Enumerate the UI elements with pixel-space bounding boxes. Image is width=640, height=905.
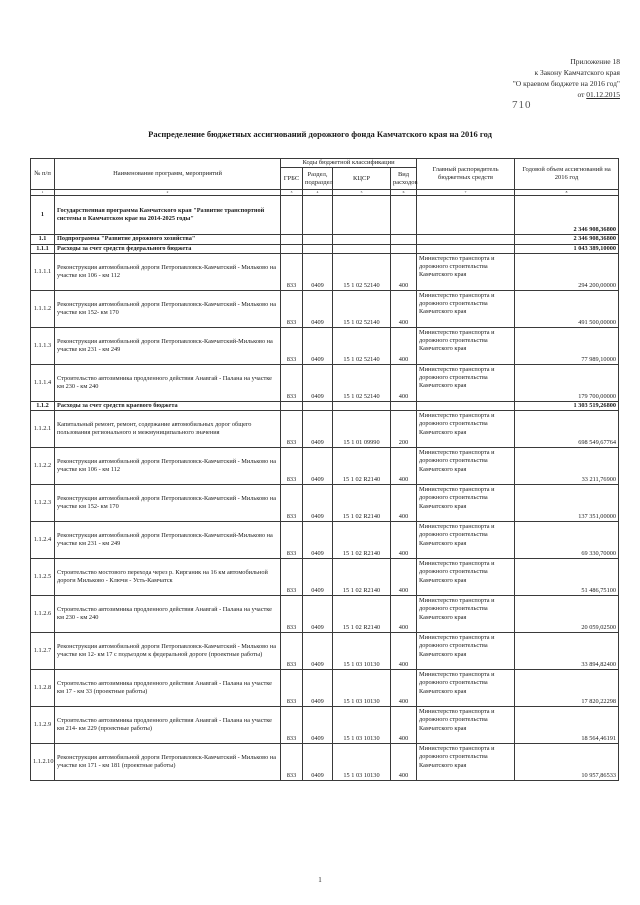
row-amount: 1 303 519,26800	[515, 401, 619, 410]
row-name: Капитальный ремонт, ремонт, содержание автомобильных дорог общего пользования регионального и межмуниципального значения	[55, 411, 281, 448]
row-name: Реконструкция автомобильной дороги Петропавловск-Камчатский-Мильково на участке км 231 - км 249	[55, 327, 281, 364]
column-index: 3	[281, 190, 303, 196]
row-number: 1.1.2.1	[31, 411, 55, 448]
law-number: 710	[512, 99, 532, 111]
header-num: № п/п	[31, 159, 55, 190]
row-number: 1.1.2.5	[31, 559, 55, 596]
row-razdel: 0409	[303, 522, 333, 559]
row-amount: 1 043 389,10000	[515, 244, 619, 253]
row-vid: 400	[391, 559, 417, 596]
row-kcsr: 15 1 02 52140	[333, 364, 391, 401]
row-number: 1.1.2.7	[31, 633, 55, 670]
header-amount: Годовой объем ассигнований на 2016 год	[515, 159, 619, 190]
row-amount: 18 564,46191	[515, 707, 619, 744]
row-amount: 698 549,67764	[515, 411, 619, 448]
row-grbs: 833	[281, 411, 303, 448]
document-title: Распределение бюджетных ассигнований дорожного фонда Камчатского края на 2016 год	[148, 129, 492, 139]
table-row	[31, 559, 619, 596]
page-number: 1	[318, 876, 322, 884]
row-amount: 179 700,00000	[515, 364, 619, 401]
table-row	[31, 411, 619, 448]
row-manager: Министерство транспорта и дорожного строительства Камчатского края	[417, 744, 515, 781]
row-kcsr	[333, 244, 391, 253]
row-name: Подпрограмма "Развитие дорожного хозяйства"	[55, 235, 281, 244]
row-razdel: 0409	[303, 707, 333, 744]
table-row	[31, 253, 619, 290]
row-grbs: 833	[281, 253, 303, 290]
row-manager: Министерство транспорта и дорожного строительства Камчатского края	[417, 485, 515, 522]
row-name: Реконструкция автомобильной дороги Петропавловск-Камчатский - Мильково на участке км 152- км 170	[55, 485, 281, 522]
row-vid: 400	[391, 707, 417, 744]
row-name: Реконструкция автомобильной дороги Петропавловск-Камчатский-Мильково на участке км 231 - км 249	[55, 522, 281, 559]
row-manager	[417, 244, 515, 253]
row-vid: 400	[391, 744, 417, 781]
row-manager: Министерство транспорта и дорожного строительства Камчатского края	[417, 596, 515, 633]
row-kcsr: 15 1 02 R2140	[333, 522, 391, 559]
table-row	[31, 596, 619, 633]
table-row-program	[31, 196, 619, 235]
row-manager: Министерство транспорта и дорожного строительства Камчатского края	[417, 633, 515, 670]
row-kcsr: 15 1 02 R2140	[333, 485, 391, 522]
law-reference: к Закону Камчатского края	[534, 68, 620, 77]
row-manager: Министерство транспорта и дорожного строительства Камчатского края	[417, 364, 515, 401]
row-number: 1.1.2.2	[31, 448, 55, 485]
row-grbs	[281, 401, 303, 410]
row-amount: 20 059,02500	[515, 596, 619, 633]
row-name: Строительство мостового перехода через р. Кирганик на 16 км автомобильной дороги Мильково - Ключи - Усть-Камчатск	[55, 559, 281, 596]
table-row-section	[31, 244, 619, 253]
row-razdel: 0409	[303, 290, 333, 327]
row-manager: Министерство транспорта и дорожного строительства Камчатского края	[417, 670, 515, 707]
column-index: 7	[417, 190, 515, 196]
row-vid: 400	[391, 670, 417, 707]
row-grbs: 833	[281, 559, 303, 596]
row-vid: 200	[391, 411, 417, 448]
row-grbs: 833	[281, 448, 303, 485]
row-amount: 51 486,75100	[515, 559, 619, 596]
row-number: 1.1.2.9	[31, 707, 55, 744]
row-grbs	[281, 196, 303, 235]
row-name: Реконструкция автомобильной дороги Петропавловск-Камчатский - Мильково на участке км 106 - км 112	[55, 448, 281, 485]
row-name: Реконструкция автомобильной дороги Петропавловск-Камчатский - Мильково на участке км 171 - км 181 (проектные работы)	[55, 744, 281, 781]
row-razdel	[303, 196, 333, 235]
row-name: Строительство автозимника продленного действия Анавгай - Палана на участке км 17 - км 33 (проектные работы)	[55, 670, 281, 707]
row-grbs: 833	[281, 707, 303, 744]
row-razdel: 0409	[303, 485, 333, 522]
row-razdel	[303, 401, 333, 410]
row-kcsr	[333, 235, 391, 244]
row-vid: 400	[391, 253, 417, 290]
row-number: 1.1.2.3	[31, 485, 55, 522]
row-name: Строительство автозимника продленного действия Анавгай - Палана на участке км 230 - км 240	[55, 596, 281, 633]
row-kcsr: 15 1 01 09990	[333, 411, 391, 448]
row-manager: Министерство транспорта и дорожного строительства Камчатского края	[417, 448, 515, 485]
table-row-section	[31, 401, 619, 410]
row-vid: 400	[391, 485, 417, 522]
row-number: 1.1.1	[31, 244, 55, 253]
row-name: Реконструкция автомобильной дороги Петропавловск-Камчатский - Мильково на участке км 12- км 17 с подъездом к федеральной дороге (проектные работы)	[55, 633, 281, 670]
row-number: 1.1.2.6	[31, 596, 55, 633]
row-amount: 10 957,86533	[515, 744, 619, 781]
row-razdel: 0409	[303, 253, 333, 290]
row-amount: 33 211,76900	[515, 448, 619, 485]
header-kcsr: КЦСР	[333, 168, 391, 190]
row-kcsr: 15 1 02 52140	[333, 290, 391, 327]
column-index: 8	[515, 190, 619, 196]
row-amount: 2 346 908,36800	[515, 196, 619, 235]
row-manager	[417, 235, 515, 244]
header-manager: Главный распорядитель бюджетных средств	[417, 159, 515, 190]
document-header	[420, 56, 620, 111]
table-row	[31, 364, 619, 401]
table-row	[31, 744, 619, 781]
table-row	[31, 522, 619, 559]
column-index: 5	[333, 190, 391, 196]
row-razdel: 0409	[303, 327, 333, 364]
row-kcsr: 15 1 03 10130	[333, 670, 391, 707]
row-razdel	[303, 235, 333, 244]
row-razdel: 0409	[303, 633, 333, 670]
table-row-subprogram	[31, 235, 619, 244]
appendix-label: Приложение 18	[570, 57, 620, 66]
row-amount: 491 500,00000	[515, 290, 619, 327]
row-grbs	[281, 244, 303, 253]
row-grbs: 833	[281, 290, 303, 327]
table-row	[31, 327, 619, 364]
row-razdel: 0409	[303, 559, 333, 596]
row-kcsr: 15 1 02 52140	[333, 253, 391, 290]
row-number: 1.1.2.8	[31, 670, 55, 707]
adoption-date: 01.12.2015	[586, 90, 620, 99]
row-amount: 33 894,82400	[515, 633, 619, 670]
row-vid: 400	[391, 364, 417, 401]
row-name: Строительство автозимника продленного действия Анавгай - Палана на участке км 230 - км 240	[55, 364, 281, 401]
law-title: "О краевом бюджете на 2016 год"	[512, 79, 620, 88]
header-razdel: Раздел, подраздел	[303, 168, 333, 190]
row-number: 1.1.2.10	[31, 744, 55, 781]
table-row	[31, 633, 619, 670]
row-grbs: 833	[281, 327, 303, 364]
column-index: 1	[31, 190, 55, 196]
table-row	[31, 670, 619, 707]
row-name: Строительство автозимника продленного действия Анавгай - Палана на участке км 214- км 229 (проектные работы)	[55, 707, 281, 744]
row-manager: Министерство транспорта и дорожного строительства Камчатского края	[417, 559, 515, 596]
column-index: 4	[303, 190, 333, 196]
row-razdel: 0409	[303, 670, 333, 707]
row-number: 1.1.2.4	[31, 522, 55, 559]
row-vid: 400	[391, 522, 417, 559]
row-name: Реконструкция автомобильной дороги Петропавловск-Камчатский - Мильково на участке км 152- км 170	[55, 290, 281, 327]
row-vid: 400	[391, 596, 417, 633]
row-kcsr: 15 1 02 R2140	[333, 559, 391, 596]
header-grbs: ГРБС	[281, 168, 303, 190]
row-name: Государственная программа Камчатского края "Развитие транспортной системы в Камчатском крае на 2014-2025 годы"	[55, 196, 281, 235]
row-manager: Министерство транспорта и дорожного строительства Камчатского края	[417, 707, 515, 744]
row-grbs: 833	[281, 485, 303, 522]
row-kcsr: 15 1 03 10130	[333, 707, 391, 744]
row-vid	[391, 244, 417, 253]
row-manager	[417, 196, 515, 235]
row-kcsr	[333, 196, 391, 235]
row-manager: Министерство транспорта и дорожного строительства Камчатского края	[417, 253, 515, 290]
table-row	[31, 290, 619, 327]
row-name: Расходы за счет средств федерального бюджета	[55, 244, 281, 253]
row-razdel: 0409	[303, 411, 333, 448]
row-number: 1	[31, 196, 55, 235]
row-razdel: 0409	[303, 448, 333, 485]
row-kcsr	[333, 401, 391, 410]
row-grbs: 833	[281, 522, 303, 559]
row-razdel	[303, 244, 333, 253]
row-razdel: 0409	[303, 596, 333, 633]
header-vid: Вид расходов	[391, 168, 417, 190]
row-number: 1.1.1.1	[31, 253, 55, 290]
row-grbs: 833	[281, 633, 303, 670]
row-vid: 400	[391, 327, 417, 364]
row-vid	[391, 401, 417, 410]
row-kcsr: 15 1 02 R2140	[333, 448, 391, 485]
row-number: 1.1.1.3	[31, 327, 55, 364]
row-kcsr: 15 1 02 52140	[333, 327, 391, 364]
row-kcsr: 15 1 02 R2140	[333, 596, 391, 633]
row-amount: 294 200,00000	[515, 253, 619, 290]
table-row	[31, 707, 619, 744]
row-razdel: 0409	[303, 364, 333, 401]
row-manager: Министерство транспорта и дорожного строительства Камчатского края	[417, 290, 515, 327]
date-prefix: от	[577, 90, 585, 99]
row-number: 1.1.1.2	[31, 290, 55, 327]
row-name: Реконструкция автомобильной дороги Петропавловск-Камчатский - Мильково на участке км 106 - км 112	[55, 253, 281, 290]
header-codes-group: Коды бюджетной классификации	[281, 159, 417, 168]
row-amount: 137 351,00000	[515, 485, 619, 522]
row-razdel: 0409	[303, 744, 333, 781]
row-kcsr: 15 1 03 10130	[333, 633, 391, 670]
table-row	[31, 485, 619, 522]
row-number: 1.1.2	[31, 401, 55, 410]
column-index: 6	[391, 190, 417, 196]
row-manager: Министерство транспорта и дорожного строительства Камчатского края	[417, 411, 515, 448]
row-vid: 400	[391, 290, 417, 327]
row-amount: 77 989,10000	[515, 327, 619, 364]
row-number: 1.1	[31, 235, 55, 244]
row-manager: Министерство транспорта и дорожного строительства Камчатского края	[417, 327, 515, 364]
row-grbs: 833	[281, 596, 303, 633]
header-name: Наименование программ, мероприятий	[55, 159, 281, 190]
table-row	[31, 448, 619, 485]
row-vid: 400	[391, 633, 417, 670]
row-grbs: 833	[281, 744, 303, 781]
row-manager	[417, 401, 515, 410]
row-amount: 17 820,22298	[515, 670, 619, 707]
row-vid	[391, 235, 417, 244]
row-number: 1.1.1.4	[31, 364, 55, 401]
row-grbs: 833	[281, 364, 303, 401]
row-vid: 400	[391, 448, 417, 485]
column-index: 2	[55, 190, 281, 196]
row-amount: 69 330,70000	[515, 522, 619, 559]
row-kcsr: 15 1 03 10130	[333, 744, 391, 781]
row-grbs	[281, 235, 303, 244]
row-name: Расходы за счет средств краевого бюджета	[55, 401, 281, 410]
row-amount: 2 346 908,36800	[515, 235, 619, 244]
row-grbs: 833	[281, 670, 303, 707]
budget-table	[30, 158, 619, 781]
row-manager: Министерство транспорта и дорожного строительства Камчатского края	[417, 522, 515, 559]
row-vid	[391, 196, 417, 235]
